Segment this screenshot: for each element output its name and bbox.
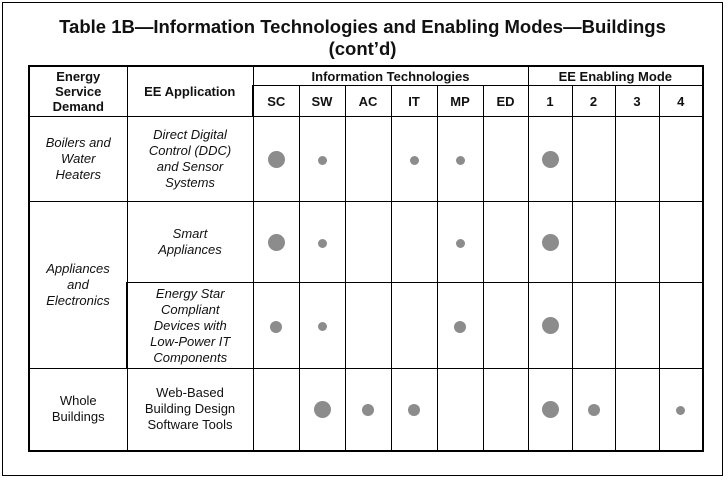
demand-line: Boilers and xyxy=(45,135,111,150)
mark-cell xyxy=(572,117,615,202)
mark-cell xyxy=(253,283,299,369)
col-ed: ED xyxy=(483,86,528,117)
application-line: Software Tools xyxy=(147,417,233,433)
demand-line: Whole xyxy=(59,393,97,409)
small-dot xyxy=(676,406,685,415)
col-mp: MP xyxy=(437,86,483,117)
mark-cell xyxy=(528,283,572,369)
mark-cell xyxy=(483,283,528,369)
table-title xyxy=(3,16,722,60)
large-dot xyxy=(542,151,559,168)
application-line: Components xyxy=(153,349,228,365)
title-line-2: (cont’d) xyxy=(328,38,397,59)
mark-cell xyxy=(391,202,437,283)
mark-cell xyxy=(437,202,483,283)
large-dot xyxy=(268,151,285,168)
mark-cell xyxy=(572,369,615,451)
mark-cell xyxy=(528,202,572,283)
header-demand-line-1: Energy xyxy=(56,69,101,84)
mark-cell xyxy=(615,117,659,202)
small-dot xyxy=(456,156,465,165)
header-ee-enabling-mode: EE Enabling Mode xyxy=(528,66,703,86)
application-cell xyxy=(127,369,253,451)
header-demand-line-2: Service xyxy=(55,84,102,99)
col-mode-3: 3 xyxy=(615,86,659,117)
medium-dot xyxy=(408,404,420,416)
mark-cell xyxy=(299,283,345,369)
mark-cell xyxy=(253,369,299,451)
header-demand-line-3: Demand xyxy=(52,99,104,114)
mark-cell xyxy=(391,117,437,202)
header-energy-service-demand xyxy=(29,66,127,117)
application-line: Smart xyxy=(172,226,208,241)
application-line: and Sensor xyxy=(156,159,224,174)
mark-cell xyxy=(437,369,483,451)
application-line: Low-Power IT xyxy=(150,333,231,349)
title-line-1: Table 1B—Information Technologies and Enabling Modes—Buildings xyxy=(59,16,666,37)
col-ac: AC xyxy=(345,86,391,117)
mark-cell xyxy=(528,117,572,202)
demand-cell xyxy=(29,117,127,202)
large-dot xyxy=(542,317,559,334)
mark-cell xyxy=(345,202,391,283)
mark-cell xyxy=(391,283,437,369)
mark-cell xyxy=(528,369,572,451)
demand-line: Heaters xyxy=(55,167,102,182)
demand-cell xyxy=(29,202,127,369)
data-table xyxy=(28,65,704,452)
large-dot xyxy=(314,401,331,418)
large-dot xyxy=(268,234,285,251)
demand-line: Water xyxy=(61,151,96,166)
small-dot xyxy=(456,239,465,248)
mark-cell xyxy=(345,283,391,369)
application-line: Web-Based xyxy=(156,385,224,401)
large-dot xyxy=(542,401,559,418)
application-cell xyxy=(127,283,253,369)
application-line: Control (DDC) xyxy=(148,143,232,158)
small-dot xyxy=(410,156,419,165)
demand-line: Electronics xyxy=(46,293,110,308)
mark-cell xyxy=(659,369,703,451)
mark-cell xyxy=(299,202,345,283)
header-ee-application: EE Application xyxy=(127,66,253,117)
mark-cell xyxy=(391,369,437,451)
mark-cell xyxy=(253,202,299,283)
mark-cell xyxy=(345,117,391,202)
col-mode-4: 4 xyxy=(659,86,703,117)
application-cell xyxy=(127,202,253,283)
application-cell xyxy=(127,117,253,202)
application-line: Compliant xyxy=(160,301,220,317)
medium-dot xyxy=(270,321,282,333)
mark-cell xyxy=(483,202,528,283)
demand-line: Buildings xyxy=(51,409,105,425)
application-line: Energy Star xyxy=(155,285,225,301)
col-mode-2: 2 xyxy=(572,86,615,117)
mark-cell xyxy=(437,117,483,202)
medium-dot xyxy=(454,321,466,333)
mark-cell xyxy=(572,202,615,283)
mark-cell xyxy=(345,369,391,451)
demand-cell xyxy=(29,369,127,451)
large-dot xyxy=(542,234,559,251)
mark-cell xyxy=(615,369,659,451)
mark-cell xyxy=(299,117,345,202)
application-line: Building Design xyxy=(144,401,236,417)
demand-line: Appliances xyxy=(46,261,110,276)
mark-cell xyxy=(615,283,659,369)
mark-cell xyxy=(483,369,528,451)
application-line: Appliances xyxy=(158,242,222,257)
col-sc: SC xyxy=(253,86,299,117)
mark-cell xyxy=(253,117,299,202)
table-row xyxy=(29,283,703,369)
header-information-technologies: Information Technologies xyxy=(253,66,528,86)
table-row xyxy=(29,202,703,283)
medium-dot xyxy=(362,404,374,416)
small-dot xyxy=(318,156,327,165)
mark-cell xyxy=(659,117,703,202)
medium-dot xyxy=(588,404,600,416)
small-dot xyxy=(318,322,327,331)
mark-cell xyxy=(659,283,703,369)
mark-cell xyxy=(572,283,615,369)
table-row xyxy=(29,117,703,202)
table-row xyxy=(29,369,703,451)
col-it: IT xyxy=(391,86,437,117)
application-line: Devices with xyxy=(153,317,227,333)
mark-cell xyxy=(659,202,703,283)
mark-cell xyxy=(483,117,528,202)
demand-line: and xyxy=(67,277,89,292)
col-mode-1: 1 xyxy=(528,86,572,117)
mark-cell xyxy=(615,202,659,283)
mark-cell xyxy=(437,283,483,369)
application-line: Systems xyxy=(165,175,215,190)
application-line: Direct Digital xyxy=(153,127,227,142)
small-dot xyxy=(318,239,327,248)
col-sw: SW xyxy=(299,86,345,117)
mark-cell xyxy=(299,369,345,451)
